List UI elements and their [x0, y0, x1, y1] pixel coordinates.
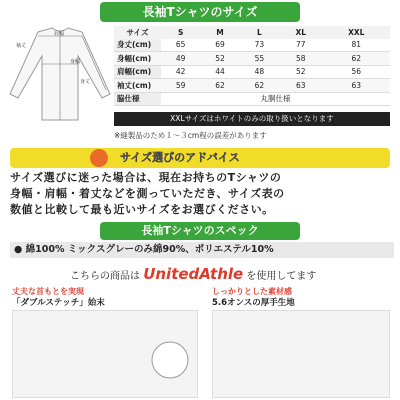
brand-prefix: こちらの商品は	[70, 271, 140, 282]
size-table-header-row	[114, 26, 390, 39]
right-feature-title: しっかりとした素材感	[212, 287, 292, 296]
size-header-cell: L	[240, 26, 279, 39]
size-cell: 65	[161, 39, 200, 52]
row-label: 肩幅(cm)	[114, 65, 161, 79]
table-row	[114, 65, 390, 79]
advice-text	[10, 170, 390, 218]
diagram-label-shoulder: 肩幅	[54, 31, 65, 37]
united-athle-logo: UnitedAthle	[143, 265, 244, 283]
material-bullet-icon: ●	[14, 244, 23, 255]
xxl-note-text: XXLサイズはホワイトのみの取り扱いとなります	[170, 114, 334, 123]
size-header-title: 長袖Tシャツのサイズ	[142, 5, 258, 19]
size-cell: 49	[161, 52, 200, 66]
spec-header-title: 長袖Tシャツのスペック	[141, 224, 259, 237]
row-label: 脇仕様	[114, 92, 161, 106]
size-cell: 58	[279, 52, 323, 66]
diagram-label-width: 身幅	[70, 59, 81, 65]
brand-row	[10, 265, 390, 283]
size-header-cell: XXL	[323, 26, 390, 39]
size-cell: 42	[161, 65, 200, 79]
row-label: 袖丈(cm)	[114, 79, 161, 93]
size-cell: 55	[240, 52, 279, 66]
size-cell: 59	[161, 79, 200, 93]
material-text: 綿100% ミックスグレーのみ綿90%、ポリエステル10%	[25, 244, 274, 255]
advice-line: サイズ選びに迷った場合は、現在お持ちのTシャツの	[10, 171, 282, 184]
advice-header-title: サイズ選びのアドバイス	[120, 151, 240, 164]
table-row	[114, 39, 390, 52]
size-cell: 52	[279, 65, 323, 79]
table-row	[114, 92, 390, 106]
size-cell: 62	[323, 52, 390, 66]
size-header-cell: M	[200, 26, 239, 39]
size-cell: 62	[240, 79, 279, 93]
row-label: 身丈(cm)	[114, 39, 161, 52]
size-header-cell: S	[161, 26, 200, 39]
left-feature-title: 丈夫な首もとを実現	[12, 287, 84, 296]
advice-line: 数値と比較して最も近いサイズをお選びください。	[10, 203, 274, 216]
size-cell: 69	[200, 39, 239, 52]
left-feature-sub: 「ダブルステッチ」始末	[12, 298, 105, 308]
size-cell: 44	[200, 65, 239, 79]
size-cell: 63	[279, 79, 323, 93]
fabric-thickness-photo	[212, 310, 390, 398]
size-cell: 73	[240, 39, 279, 52]
row-label: 身幅(cm)	[114, 52, 161, 66]
spec-cell: 丸胴仕様	[161, 92, 390, 106]
xxl-note-banner	[114, 112, 390, 126]
size-header-cell: XL	[279, 26, 323, 39]
advice-line: 身幅・肩幅・着丈などを測っていただき、サイズ表の	[10, 187, 285, 200]
tolerance-note: ※縫製品のため１～３cm程の誤差があります	[114, 131, 267, 140]
size-cell: 52	[200, 52, 239, 66]
diagram-label-length: 身丈	[80, 79, 91, 85]
size-table	[114, 26, 390, 106]
size-header-bar	[100, 2, 300, 22]
tshirt-diagram	[8, 24, 112, 124]
material-row	[10, 242, 394, 258]
collar-zoom-circle	[150, 340, 190, 380]
size-cell: 62	[200, 79, 239, 93]
size-cell: 56	[323, 65, 390, 79]
size-header-cell: サイズ	[114, 26, 161, 39]
size-cell: 48	[240, 65, 279, 79]
size-cell: 77	[279, 39, 323, 52]
diagram-label-sleeve: 袖丈	[16, 43, 27, 49]
size-cell: 63	[323, 79, 390, 93]
table-row	[114, 52, 390, 66]
right-feature-sub: 5.6オンスの厚手生地	[212, 298, 295, 308]
advice-header-bar	[10, 148, 390, 168]
advice-character-icon	[90, 149, 108, 167]
table-row	[114, 79, 390, 93]
brand-suffix: を使用してます	[246, 271, 317, 282]
size-cell: 81	[323, 39, 390, 52]
spec-header-bar	[100, 222, 300, 240]
